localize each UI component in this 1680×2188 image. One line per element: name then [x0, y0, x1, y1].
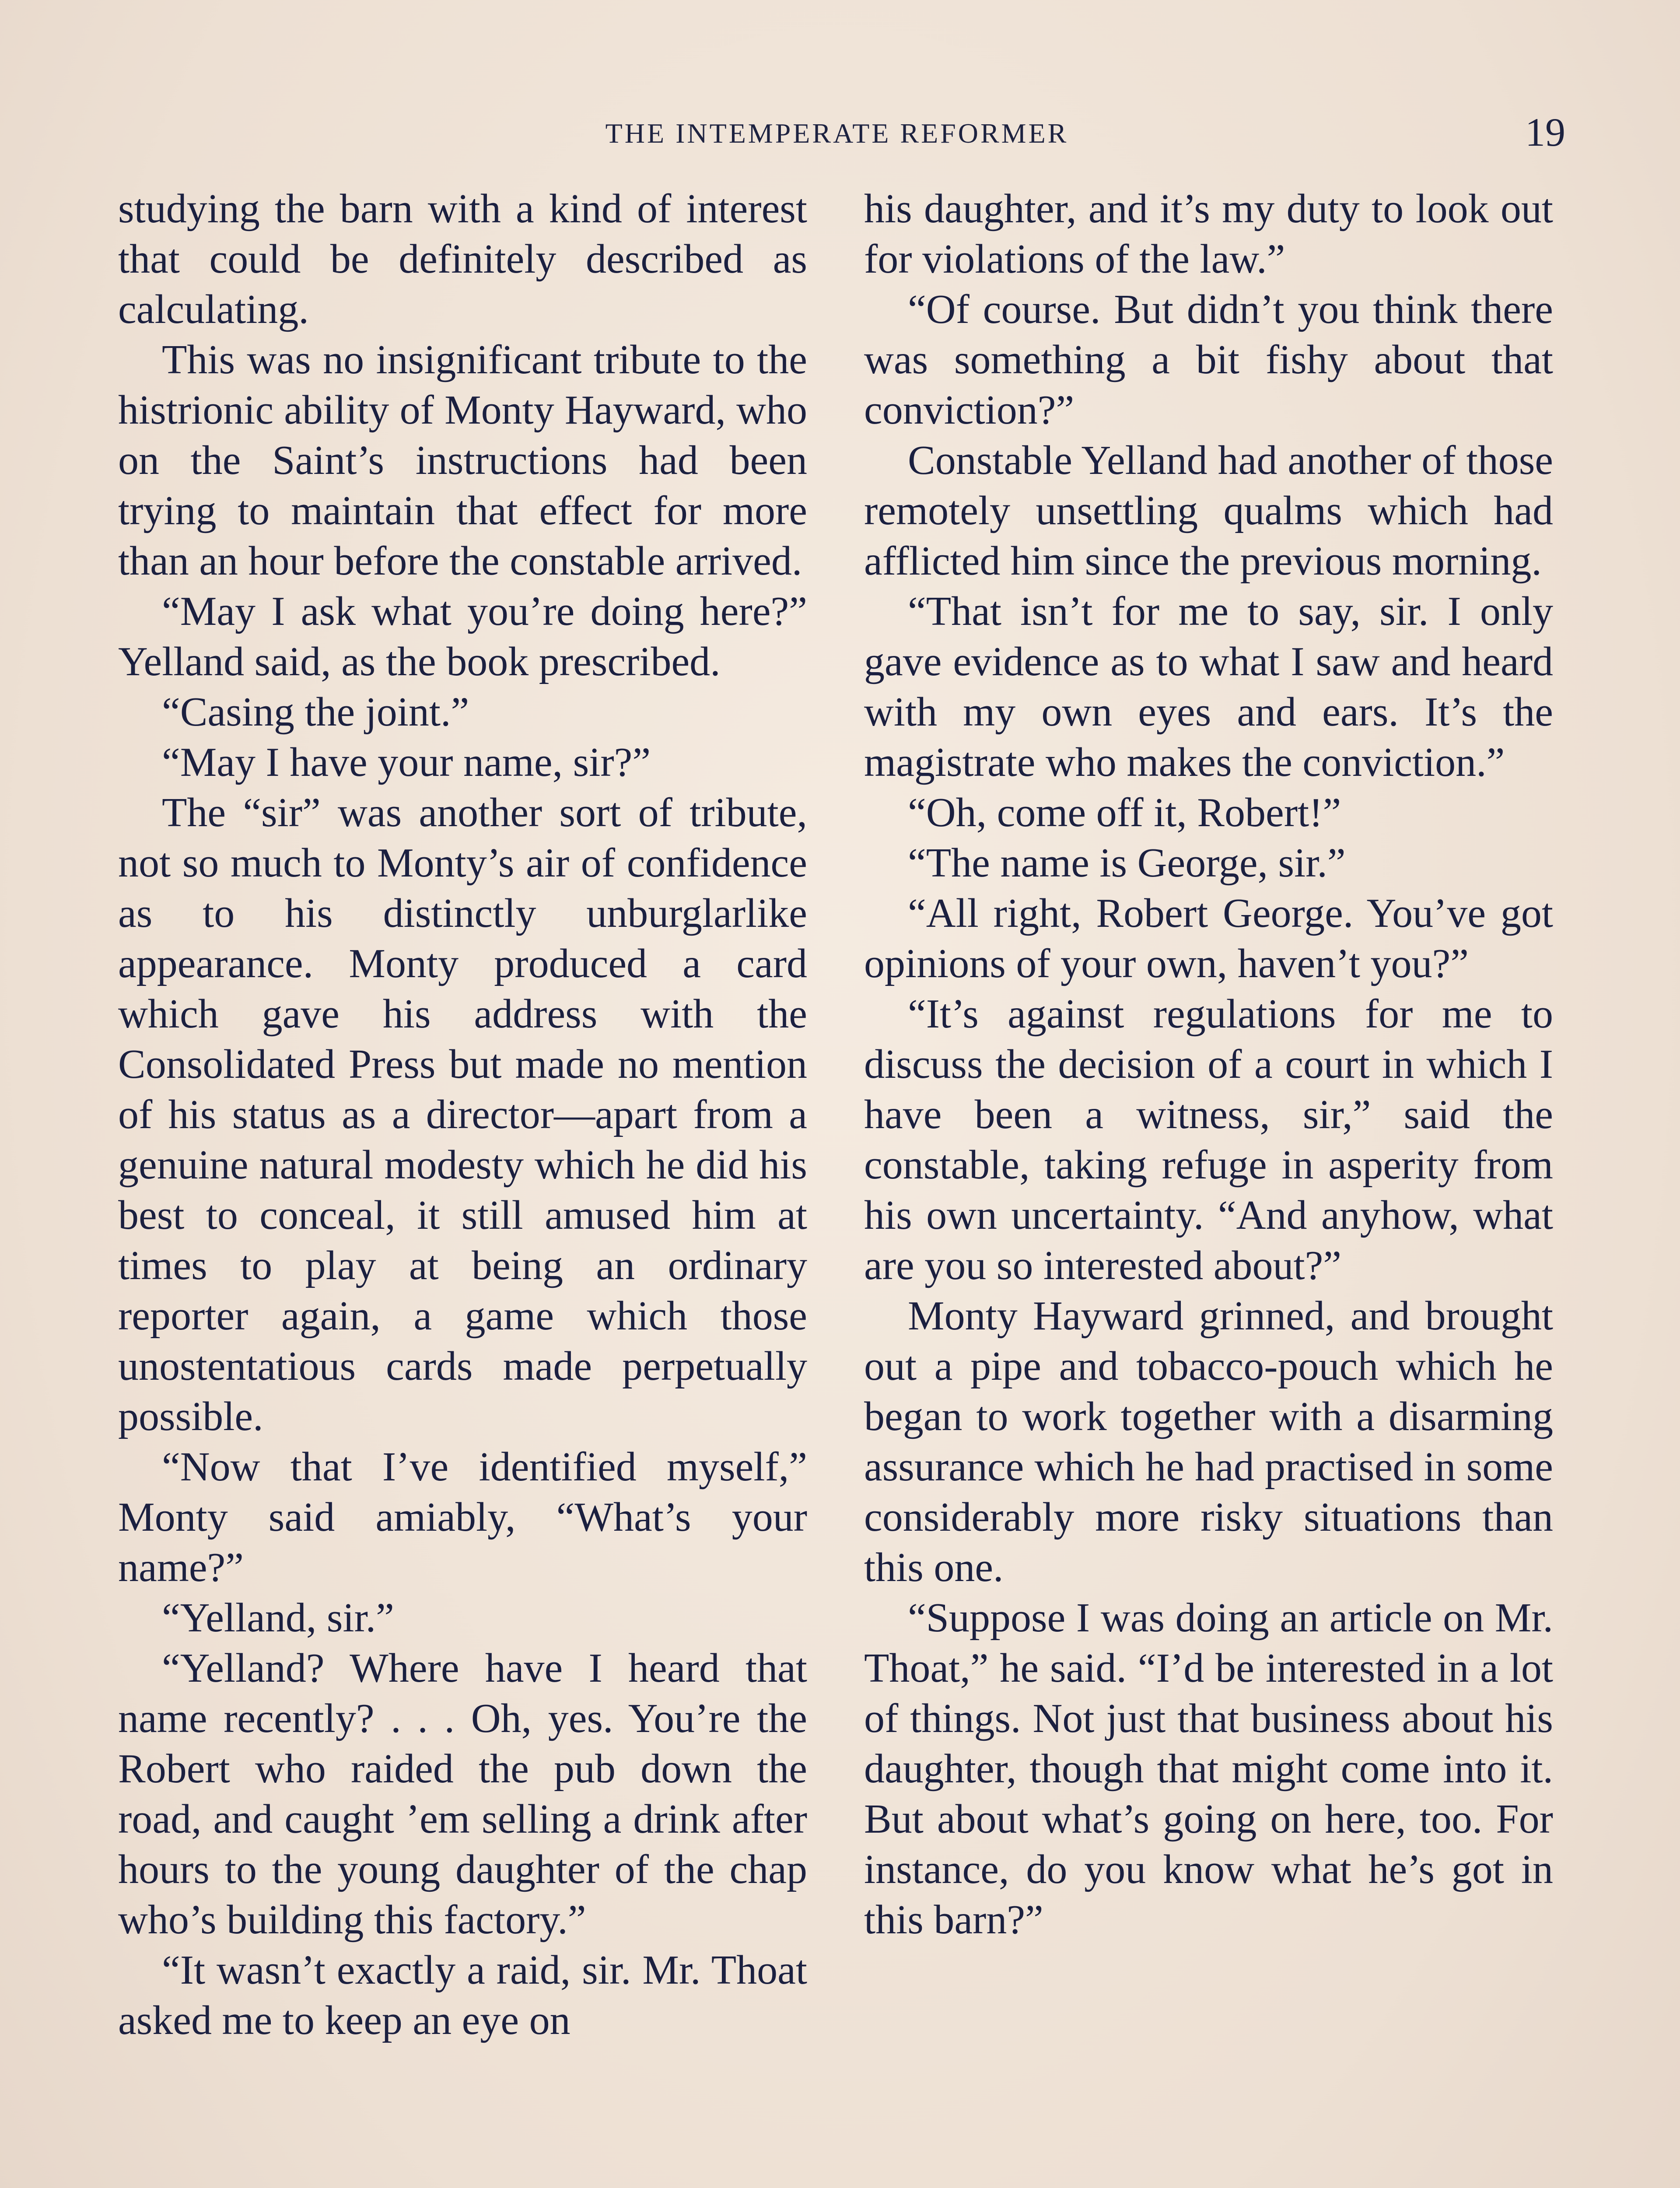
paragraph: “That isn’t for me to say, sir. I only gave evidence as to what I saw and heard with my own eyes and ears. It’s the magistrate who makes the conviction.”	[864, 589, 1553, 785]
paragraph: “Of course. But didn’t you think there was something a bit fishy about that conviction?”	[864, 287, 1553, 433]
paragraph: studying the barn with a kind of interest that could be definitely described as calculating.	[118, 186, 807, 332]
paragraph: “All right, Robert George. You’ve got opinions of your own, haven’t you?”	[864, 891, 1553, 986]
paragraph: The “sir” was another sort of tribute, not so much to Monty’s air of confidence as to his distinctly unburglarlike appearance. Monty produced a card which gave his address with the Consolidated Press but made no mention of his status as a director—apart from a genuine natural modesty which he did his best to conceal, it still amused him at times to play at being an ordinary reporter again, a game which those unostentatious cards made perpetually possible.	[118, 790, 807, 1439]
paragraph: Monty Hayward grinned, and brought out a pipe and tobacco-pouch which he began to work together with a disarming assurance which he had practised in some considerably more risky situations than this one.	[864, 1293, 1553, 1590]
paragraph: “May I ask what you’re doing here?” Yelland said, as the book prescribed.	[118, 589, 807, 684]
paragraph: “Now that I’ve identified myself,” Monty said amiably, “What’s your name?”	[118, 1444, 807, 1590]
paragraph: his daughter, and it’s my duty to look out for violations of the law.”	[864, 186, 1553, 282]
paragraph: Constable Yelland had another of those remotely unsettling qualms which had afflicted him since the previous morning.	[864, 438, 1553, 584]
page-number: 19	[1525, 110, 1565, 154]
right-column	[864, 184, 1553, 1945]
paragraph: “Casing the joint.”	[162, 689, 469, 735]
paragraph: “It wasn’t exactly a raid, sir. Mr. Thoat asked me to keep an eye on	[118, 1947, 807, 2043]
left-column	[118, 184, 807, 2046]
paragraph: This was no insignificant tribute to the histrionic ability of Monty Hayward, who on the Saint’s instructions had been trying to maintain that effect for more than an hour before the constable arrived.	[118, 337, 807, 584]
paragraph: “Yelland, sir.”	[162, 1595, 394, 1641]
page-header	[0, 112, 1680, 155]
running-title: THE INTEMPERATE REFORMER	[605, 118, 1069, 149]
paragraph: “Oh, come off it, Robert!”	[908, 790, 1341, 835]
paragraph: “The name is George, sir.”	[908, 840, 1346, 886]
paragraph: “It’s against regulations for me to discuss the decision of a court in which I have been a witness, sir,” said the constable, taking refuge in asperity from his own uncertainty. “And anyhow, what are you so interested about?”	[864, 991, 1553, 1288]
paragraph: “May I have your name, sir?”	[162, 740, 651, 785]
paragraph: “Suppose I was doing an article on Mr. Thoat,” he said. “I’d be interested in a lot of things. Not just that business about his daughter, though that might come into it. But about what’s going on here, too. For instance, do you know what he’s got in this barn?”	[864, 1595, 1553, 1943]
paragraph: “Yelland? Where have I heard that name recently? . . . Oh, yes. You’re the Robert who raided the pub down the road, and caught ’em selling a drink after hours to the young daughter of the chap who’s building this factory.”	[118, 1645, 807, 1943]
